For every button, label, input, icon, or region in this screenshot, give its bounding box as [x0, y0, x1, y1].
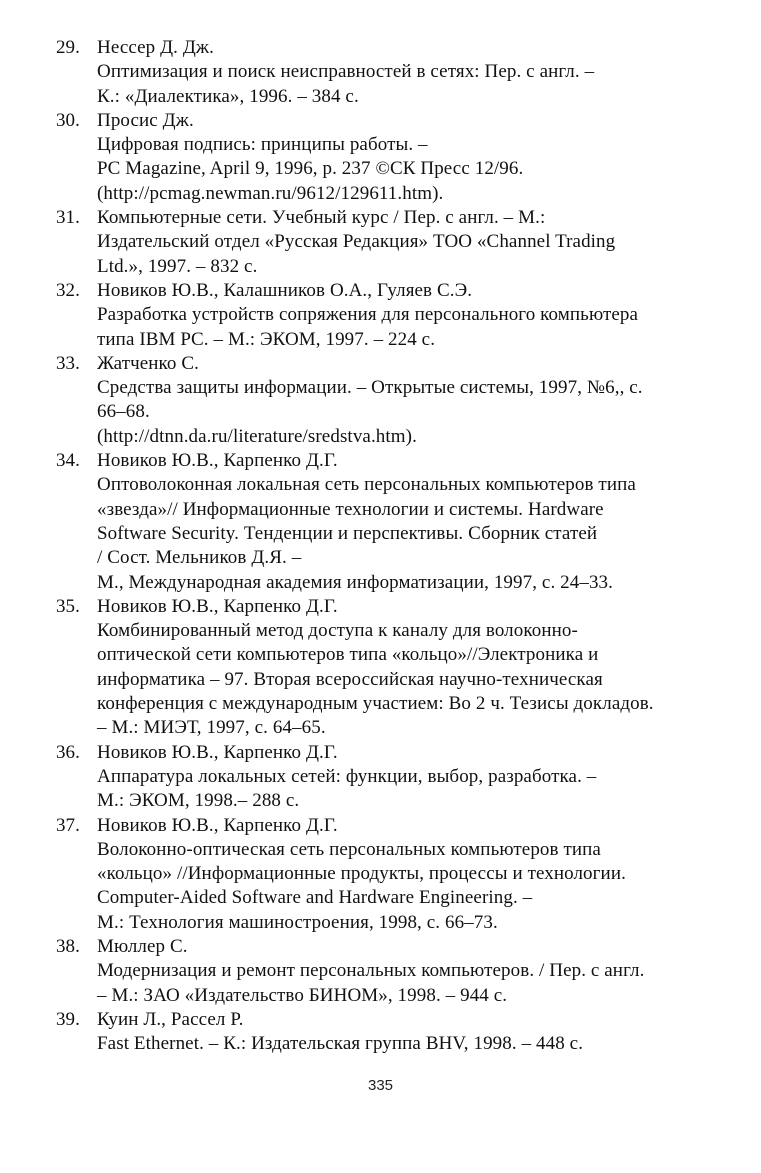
- reference-text: [97, 352, 761, 449]
- reference-line: Computer-Aided Software and Hardware Engineering. –: [97, 887, 533, 909]
- reference-line: «звезда»// Информационные технологии и системы. Hardware: [97, 498, 604, 520]
- reference-number: 34.: [55, 450, 80, 472]
- reference-number: 32.: [55, 279, 80, 301]
- reference-text: [97, 449, 761, 595]
- reference-number: 33.: [55, 352, 80, 374]
- reference-line: / Сост. Мельников Д.Я. –: [97, 547, 302, 569]
- reference-line: М.: ЭКОМ, 1998.– 288 с.: [97, 790, 300, 812]
- reference-list: [0, 36, 761, 1056]
- reference-line: Software Security. Тенденции и перспективы. Сборник статей: [97, 522, 598, 544]
- page-number: 335: [367, 1077, 394, 1094]
- reference-number: 39.: [55, 1008, 80, 1030]
- reference-entry: [0, 279, 761, 352]
- reference-entry: [0, 449, 761, 595]
- reference-line: Средства защиты информации. – Открытые системы, 1997, №6,, с.: [97, 377, 643, 399]
- reference-line: – М.: ЗАО «Издательство БИНОМ», 1998. – 944 с.: [97, 984, 508, 1006]
- reference-entry: [0, 109, 761, 206]
- reference-line: – М.: МИЭТ, 1997, с. 64–65.: [97, 717, 326, 739]
- reference-line: PC Magazine, April 9, 1996, p. 237 ©СК Пресс 12/96.: [97, 158, 524, 180]
- reference-line: Оптоволоконная локальная сеть персональных компьютеров типа: [97, 474, 636, 496]
- reference-line: конференция с международным участием: Во 2 ч. Тезисы докладов.: [97, 693, 654, 715]
- reference-number: 29.: [55, 37, 80, 58]
- reference-entry: [0, 36, 761, 109]
- reference-line: Модернизация и ремонт персональных компьютеров. / Пер. с англ.: [97, 960, 645, 982]
- reference-line: Ltd.», 1997. – 832 с.: [97, 255, 258, 277]
- reference-line: М.: Технология машиностроения, 1998, с. 66–73.: [97, 911, 498, 933]
- reference-line: К.: «Диалектика», 1996. – 384 с.: [97, 85, 359, 107]
- reference-line: 66–68.: [97, 401, 150, 423]
- reference-line: (http://pcmag.newman.ru/9612/129611.htm).: [97, 182, 444, 204]
- reference-text: [97, 595, 761, 741]
- reference-entry: [0, 206, 761, 279]
- reference-entry: [0, 741, 761, 814]
- reference-text: [97, 36, 761, 109]
- reference-line: Комбинированный метод доступа к каналу для волоконно-: [97, 620, 578, 642]
- reference-authors: Новиков Ю.В., Карпенко Д.Г.: [97, 814, 338, 836]
- reference-authors: Нессер Д. Дж.: [97, 37, 215, 58]
- reference-line: Разработка устройств сопряжения для персонального компьютера: [97, 304, 639, 326]
- reference-authors: Куин Л., Рассел Р.: [97, 1008, 244, 1030]
- reference-authors: Просис Дж.: [97, 109, 194, 131]
- reference-number: 31.: [55, 207, 80, 229]
- reference-authors: Новиков Ю.В., Карпенко Д.Г.: [97, 741, 338, 763]
- reference-line: Волоконно-оптическая сеть персональных компьютеров типа: [97, 838, 601, 860]
- reference-number: 38.: [55, 935, 80, 957]
- reference-number: 30.: [55, 109, 80, 131]
- reference-text: [97, 741, 761, 814]
- reference-authors: Жатченко С.: [97, 352, 199, 374]
- reference-line: М., Международная академия информатизации, 1997, с. 24–33.: [97, 571, 614, 593]
- reference-number: 36.: [55, 741, 80, 763]
- reference-entry: [0, 595, 761, 741]
- reference-text: [97, 109, 761, 206]
- reference-line: Оптимизация и поиск неисправностей в сетях: Пер. с англ. –: [97, 61, 595, 83]
- reference-line: информатика – 97. Вторая всероссийская научно-техническая: [97, 668, 603, 690]
- reference-text: [97, 935, 761, 1008]
- reference-entry: [0, 935, 761, 1008]
- reference-entry: [0, 814, 761, 935]
- reference-number: 37.: [55, 814, 80, 836]
- reference-line: «кольцо» //Информационные продукты, процессы и технологии.: [97, 863, 626, 885]
- reference-entry: [0, 352, 761, 449]
- reference-authors: Мюллер С.: [97, 935, 188, 957]
- reference-line: (http://dtnn.da.ru/literature/sredstva.htm).: [97, 425, 417, 447]
- reference-text: [97, 279, 761, 352]
- reference-line: Аппаратура локальных сетей: функции, выбор, разработка. –: [97, 765, 597, 787]
- reference-text: [97, 1008, 761, 1057]
- reference-line: оптической сети компьютеров типа «кольцо»//Электроника и: [97, 644, 599, 666]
- reference-authors: Новиков Ю.В., Карпенко Д.Г.: [97, 595, 338, 617]
- reference-authors: Новиков Ю.В., Карпенко Д.Г.: [97, 450, 338, 472]
- reference-line: типа IBM PC. – М.: ЭКОМ, 1997. – 224 с.: [97, 328, 436, 350]
- reference-text: [97, 206, 761, 279]
- reference-line: Издательский отдел «Русская Редакция» ТОО «Channel Trading: [97, 231, 616, 253]
- reference-line: Fast Ethernet. – К.: Издательская группа BHV, 1998. – 448 с.: [97, 1033, 584, 1055]
- reference-text: [97, 814, 761, 935]
- reference-number: 35.: [55, 595, 80, 617]
- reference-line: Цифровая подпись: принципы работы. –: [97, 134, 428, 156]
- reference-entry: [0, 1008, 761, 1057]
- reference-authors: Компьютерные сети. Учебный курс / Пер. с англ. – М.:: [97, 207, 546, 229]
- reference-authors: Новиков Ю.В., Калашников О.А., Гуляев С.Э.: [97, 279, 473, 301]
